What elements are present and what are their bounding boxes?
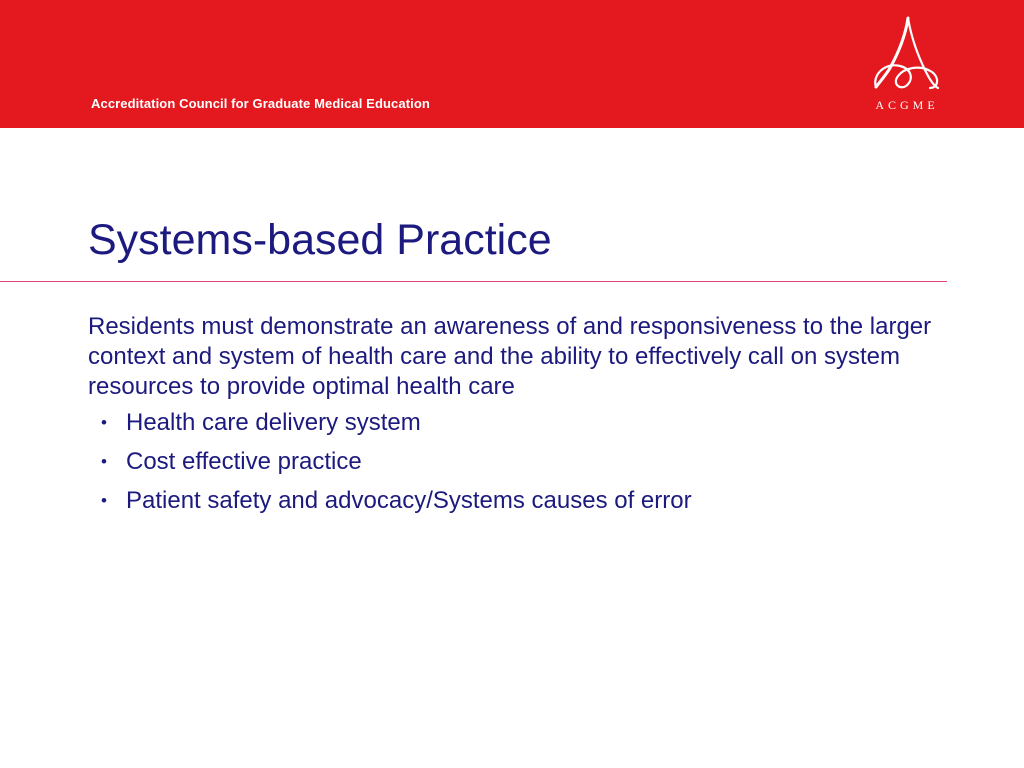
bullet-list <box>88 408 948 516</box>
bullet-dot-icon: • <box>101 413 107 432</box>
slide-title: Systems-based Practice <box>88 216 552 264</box>
bullet-item <box>88 486 948 516</box>
slide-body <box>88 312 948 525</box>
bullet-text: Cost effective practice <box>126 448 362 475</box>
bullet-item <box>88 447 948 477</box>
bullet-text: Patient safety and advocacy/Systems causes of error <box>126 487 692 514</box>
bullet-item <box>88 408 948 438</box>
acgme-logo-mark <box>862 14 952 98</box>
header-band <box>0 0 1024 128</box>
intro-paragraph: Residents must demonstrate an awareness of and responsiveness to the larger context and system of health care and the ability to effectively call on system resources to provide optimal health care <box>88 313 932 400</box>
bullet-dot-icon: • <box>101 452 107 471</box>
title-divider <box>0 281 947 282</box>
bullet-text: Health care delivery system <box>126 409 421 436</box>
organization-name: Accreditation Council for Graduate Medical Education <box>91 96 430 111</box>
logo-text: ACGME <box>875 98 939 112</box>
acgme-logo <box>862 14 952 118</box>
bullet-dot-icon: • <box>101 491 107 510</box>
